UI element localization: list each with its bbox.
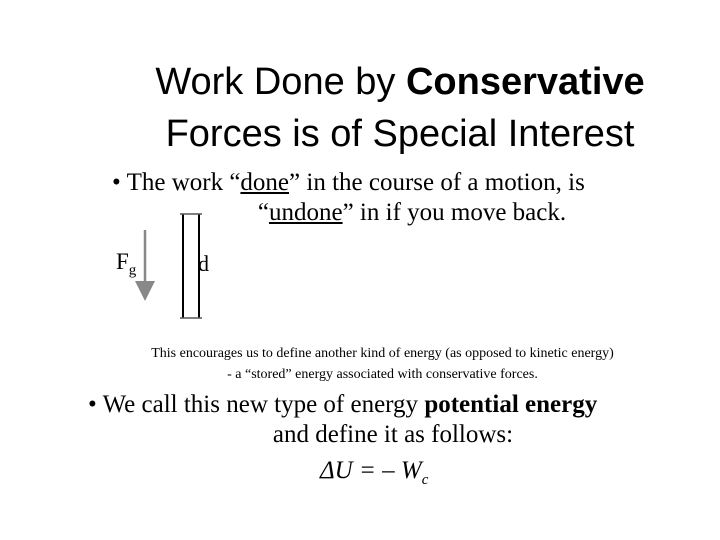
- potential-energy-term: potential energy: [424, 391, 598, 418]
- bullet1-text-c: “: [257, 199, 269, 226]
- distance-label: d: [198, 251, 209, 276]
- bullet-marker: •: [112, 169, 121, 196]
- title-line2: Forces is of Special Interest: [165, 113, 635, 155]
- equation-main: ΔU = – W: [320, 457, 422, 484]
- bullet1-text-d: ” in if you move back.: [342, 199, 567, 226]
- bullet2-marker: •: [88, 391, 97, 418]
- bullet1-text-b: ” in the course of a motion, is: [289, 169, 585, 196]
- equation-subscript: c: [421, 472, 429, 488]
- undone-word: undone: [268, 199, 343, 226]
- note-line1: This encourages us to define another kind of energy (as opposed to kinetic energy): [151, 346, 614, 361]
- done-word: done: [240, 169, 290, 196]
- note-line2: - a “stored” energy associated with conservative forces.: [227, 367, 538, 382]
- title-emphasis: Conservative: [405, 61, 645, 103]
- bullet2-line2: and define it as follows:: [272, 421, 514, 448]
- equation: [320, 457, 428, 489]
- force-subscript: g: [128, 262, 137, 279]
- bullet-potential-energy: [88, 390, 688, 450]
- bullet2-text-a: We call this new type of energy: [102, 391, 425, 418]
- force-symbol: F: [116, 249, 129, 274]
- bullet1-text-a: The work “: [126, 169, 241, 196]
- force-label: [116, 249, 136, 280]
- title-part1: Work Done by: [155, 61, 406, 103]
- note-text: [90, 343, 675, 385]
